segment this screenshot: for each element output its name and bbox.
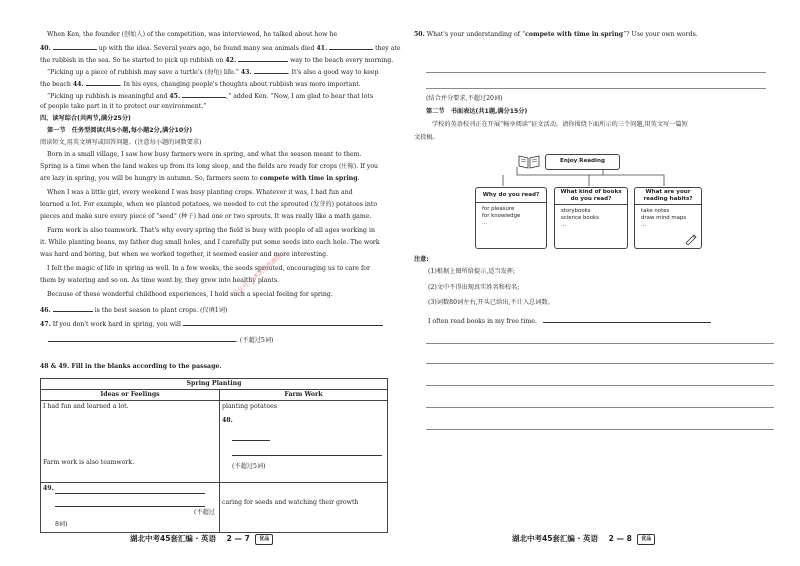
essay-line[interactable] [426, 343, 774, 344]
passage-text: up with the idea. Several years ago, he found many sea animals died [98, 45, 315, 52]
question-number: 42. [225, 57, 237, 64]
essay-line-first[interactable] [543, 316, 711, 323]
reading-line: learned a lot. For example, when we planted potatoes, we needed to cut the sprouted (发芽的) potatoes into [40, 201, 378, 208]
passage-line: When Ken, the founder (创始人) of the competition, was interviewed, he talked about how he [47, 31, 338, 38]
box-heading-line: What kind of books [560, 189, 622, 195]
key-phrase: compete with time in spring [259, 175, 358, 182]
word-limit: (不超过 [194, 509, 215, 516]
question-number: 49. [43, 485, 54, 492]
page-number: 2 — 7 [226, 534, 250, 543]
question-number: 41. [316, 45, 328, 52]
box-heading-line: reading habits? [643, 196, 693, 202]
spring-planting-table [40, 378, 388, 533]
passage-text: . In his eyes, changing people's thoughts about rubbish was more important. [119, 81, 361, 88]
question-number: 47. [40, 321, 51, 328]
box-item: science books [561, 215, 599, 221]
question-40-line [40, 43, 401, 53]
table-cell-ideas [41, 401, 220, 483]
box-heading-line: What are your [645, 189, 691, 195]
box-item: for knowledge [482, 213, 521, 219]
box-item: storybooks [561, 208, 591, 214]
blank-47b[interactable] [48, 335, 236, 342]
passage-text: they ate [375, 45, 401, 52]
essay-line[interactable] [426, 363, 774, 364]
question-number: 48. [222, 417, 233, 424]
question-number: 45. [169, 93, 181, 100]
reading-text: are lazy in spring, you will be hungry in autumn. So, farmers seem to [40, 175, 258, 182]
blank-41[interactable] [329, 43, 373, 50]
question-47 [40, 319, 383, 329]
notice-item: (1)根据上图所给提示,适当发挥; [428, 268, 516, 275]
page-footer [512, 533, 655, 545]
table-cell-farm-work [220, 401, 388, 483]
mind-map-box-kinds [554, 187, 628, 249]
notice-heading: 注意: [414, 256, 429, 263]
question-45-line [47, 91, 373, 101]
question-text: If you don't work hard in spring, you will [52, 321, 181, 328]
footer-title: 湖北中考45套汇编 · 英语 [130, 534, 217, 543]
passage-text: way to the beach every morning. [290, 57, 394, 64]
reading-line: When I was a little girl, every weekend I was busy planting crops. Whatever it was, I had fun and [47, 189, 353, 196]
question-47-continued [48, 335, 273, 345]
question-43-line [47, 67, 379, 77]
page-footer [130, 533, 273, 545]
question-number: 44. [72, 81, 84, 88]
question-number: 43. [240, 69, 252, 76]
reading-line: was hard and boring, but when we worked together, it seemed easier and more interesting. [40, 251, 329, 258]
reading-line: it. While planting beans, my father dug small holes, and I carefully put some seeds into each hole. The work [40, 239, 380, 246]
essay-line[interactable] [426, 385, 774, 386]
word-limit: 8词) [55, 521, 68, 528]
table-cell-question-49 [41, 483, 220, 533]
box-heading [635, 188, 701, 205]
box-heading [555, 188, 627, 205]
box-heading: Why do you read? [476, 188, 546, 203]
blank-48a[interactable] [232, 434, 270, 441]
passage-text: “Picking up a piece of rubbish may save a turtle's (海龟) life.” [47, 69, 239, 76]
writing-prompt: 学校的英语校刊正在开展“畅享阅读”征文活动。请你围绕下面所示的三个问题,用英文写一篇短 [432, 121, 688, 128]
question-42-line [40, 55, 393, 65]
passage-text: the beach [40, 81, 71, 88]
instruction: 阅读短文,用英文填写或回答问题。(注意每小题的词数要求) [40, 139, 202, 146]
column-header-farm-work: Farm Work [220, 390, 388, 401]
writing-prompt: 文投稿。 [414, 134, 439, 141]
center-label: Enjoy Reading [560, 158, 605, 164]
reading-line: Farm work is also teamwork. That's why every spring the field is busy with people of all ages working in [47, 227, 375, 234]
reading-line: Spring is a time when the land wakes up from its long sleep, and the fields are ready for crops (庄稼). If you [40, 163, 379, 170]
passage-text: “Picking up rubbish is meaningful and [47, 93, 168, 100]
box-item: draw mind maps [641, 215, 687, 221]
blank-49b[interactable] [55, 500, 205, 507]
reading-line: them by watering and so on. As time went by, they grew into healthy plants. [40, 277, 280, 284]
footer-title: 湖北中考45套汇编 · 英语 [512, 534, 599, 543]
question-48-49-instruction: 48 & 49. Fill in the blanks according to the passage. [40, 363, 222, 370]
part-heading: 第二节 书面表达(共1题,满分15分) [426, 108, 528, 115]
question-text: What's your understanding of “ [426, 31, 526, 38]
reading-line: Born in a small village, I saw how busy farmers were in spring, and what the season meant to them. [47, 151, 362, 158]
table-title: Spring Planting [41, 379, 388, 390]
watermark: 公众号: 小K试卷资源馆 [231, 252, 284, 298]
reading-line [40, 175, 360, 183]
box-item: for pleasure [482, 206, 515, 212]
column-header-ideas: Ideas or Feelings [41, 390, 220, 401]
reading-line: pieces and make sure every piece of “seed” (种子) had one or two sprouts. It was really like a math game. [40, 213, 372, 220]
open-book-icon [518, 154, 540, 169]
blank-40[interactable] [53, 43, 97, 50]
question-number: 46. [40, 307, 51, 314]
essay-opening [428, 316, 711, 326]
page-number: 2 — 8 [608, 534, 632, 543]
blank-49a[interactable] [55, 487, 205, 494]
opening-sentence: I often read books in my free time. [428, 318, 537, 325]
key-phrase: compete with time in spring [525, 31, 624, 38]
notice-item: (3)词数80词左右,开头已给出,不计入总词数。 [428, 299, 554, 306]
essay-line[interactable] [426, 429, 774, 430]
blank-43[interactable] [254, 67, 288, 74]
reading-text: . [357, 175, 360, 182]
mind-map-box-why [475, 187, 547, 249]
box-item: ... [561, 222, 567, 228]
passage-text: . It's also a good way to keep [287, 69, 379, 76]
cell-text: Farm work is also teamwork. [43, 459, 135, 466]
word-limit: . (不超过5词) [236, 337, 274, 344]
part-heading: 第一节 任务型阅读(共5小题,每小题2分,满分10分) [47, 127, 193, 134]
box-item: ... [641, 222, 647, 228]
passage-text: ,” added Ken. “Now, I am glad to hear that lots [226, 93, 374, 100]
reading-line: Because of these wonderful childhood experiences, I hold such a special feeling for spring. [47, 291, 333, 298]
mind-map-center [545, 154, 620, 170]
reading-line: I felt the magic of life in spring as well. In a few weeks, the seeds sprouted, encouraging us to care for [47, 265, 370, 272]
table-cell-farm-work [220, 483, 388, 533]
question-text: is the best season to plant crops. (仅填1词) [94, 307, 228, 314]
word-limit: (不超过5词) [232, 463, 266, 470]
question-46 [40, 305, 227, 315]
blank-42[interactable] [238, 55, 288, 62]
blank-45[interactable] [182, 91, 226, 98]
section-heading: 四、读写综合(共两节,满分25分) [40, 115, 131, 122]
passage-line: of people take part in it to protect our environment.” [40, 103, 207, 110]
blank-47a[interactable] [183, 319, 383, 326]
essay-line[interactable] [426, 407, 774, 408]
question-number: 40. [40, 45, 51, 52]
passage-text: the rubbish in the sea. So he started to pick up rubbish on [40, 57, 224, 64]
cell-text: I had fun and learned a lot. [43, 403, 129, 410]
blank-46[interactable] [53, 305, 93, 312]
cell-text: planting potatoes [222, 403, 277, 410]
box-item: ... [482, 220, 488, 226]
question-number: 50. [414, 31, 425, 38]
publisher-logo: 优品 [637, 534, 655, 545]
box-item: take notes [641, 208, 670, 214]
blank-48b[interactable] [232, 449, 382, 456]
word-limit: (结合并分要求,不超过20词) [426, 95, 503, 102]
question-44-line [40, 79, 361, 89]
blank-44[interactable] [86, 79, 120, 86]
notice-item: (2)文中不得出现真实姓名和校名; [428, 284, 520, 291]
box-heading-line: do you read? [570, 196, 612, 202]
pencil-icon [684, 233, 698, 245]
publisher-logo: 优品 [255, 534, 273, 545]
question-text: ”? Use your own words. [623, 31, 698, 38]
mind-map-box-habits [634, 187, 702, 249]
right-page [400, 0, 800, 566]
cell-text: caring for seeds and watching their growth [222, 499, 359, 506]
